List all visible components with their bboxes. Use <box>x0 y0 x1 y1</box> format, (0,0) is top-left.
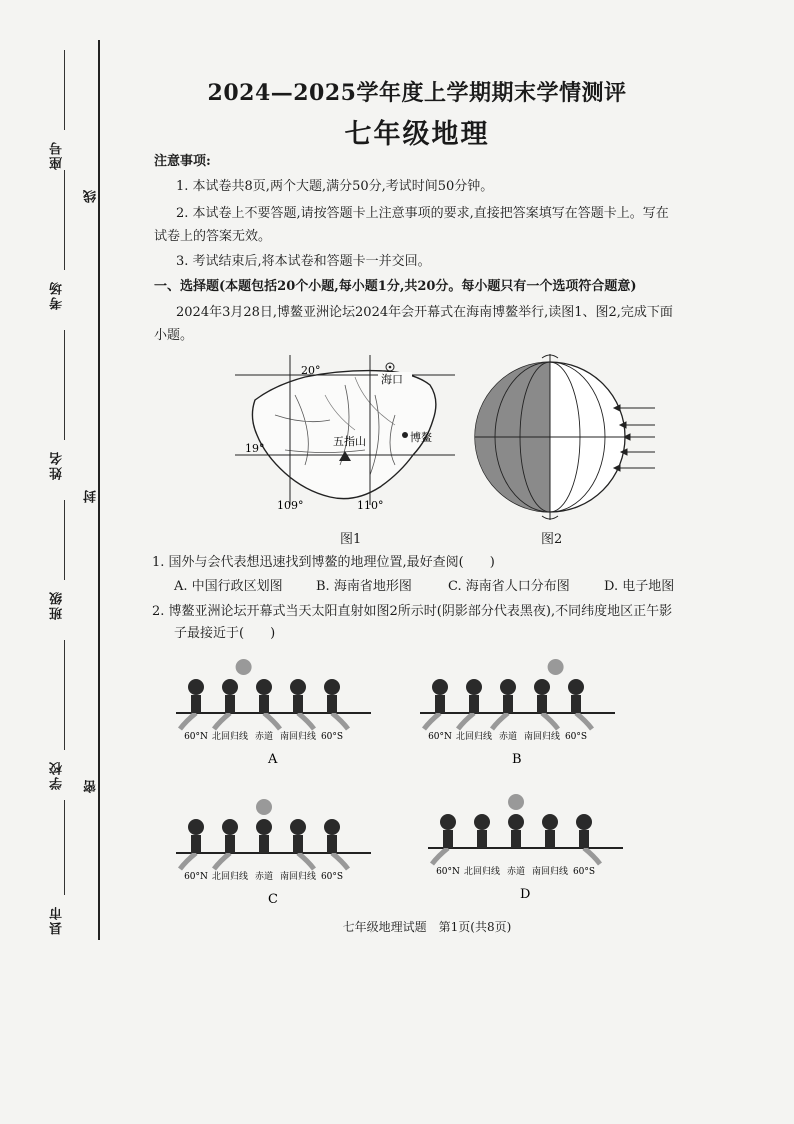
person-body <box>579 830 589 848</box>
person-head <box>324 819 340 835</box>
person-head <box>500 679 516 695</box>
notice-item-1: 1. 本试卷共8页,两个大题,满分50分,考试时间50分钟。 <box>176 179 494 194</box>
latitude-label: 南回归线 <box>279 732 317 742</box>
person-head <box>534 679 550 695</box>
q2-stem-line1: 2. 博鳌亚洲论坛开幕式当天太阳直射如图2所示时(阴影部分代表黑夜),不同纬度地区正午影 <box>152 604 673 619</box>
latitude-label: 60°S <box>320 872 344 882</box>
sun-icon <box>548 659 564 675</box>
person-head <box>440 814 456 830</box>
night-hemisphere <box>475 360 550 520</box>
field-school: 学校 <box>50 760 65 790</box>
shadow-option-d[interactable] <box>428 790 628 909</box>
person-body <box>477 830 487 848</box>
notice-item-2-cont: 试卷上的答案无效。 <box>154 229 272 244</box>
latitude-label: 北回归线 <box>211 732 249 742</box>
shadow-mark <box>432 848 448 864</box>
page-footer: 七年级地理试题 第1页(共8页) <box>342 920 512 934</box>
latitude-label: 60°S <box>572 867 596 877</box>
person-head <box>222 679 238 695</box>
person-body <box>225 835 235 853</box>
q1-option-c: C. 海南省人口分布图 <box>448 579 570 594</box>
person-body <box>259 695 269 713</box>
shadow-mark <box>264 713 280 729</box>
notice-item-3: 3. 考试结束后,将本试卷和答题卡一并交回。 <box>176 254 431 269</box>
person-body <box>191 835 201 853</box>
shadow-mark <box>424 713 440 729</box>
haikou-dot <box>389 366 392 369</box>
shadow-option-a[interactable] <box>176 655 376 774</box>
shadow-mark <box>214 853 230 869</box>
shadow-figure-a <box>176 655 376 770</box>
seal-word-xian: 线 <box>84 190 99 203</box>
latitude-label: 赤道 <box>254 732 274 742</box>
latitude-label: 南回归线 <box>279 872 317 882</box>
person-head <box>222 819 238 835</box>
notice-item-2: 2. 本试卷上不要答题,请按答题卡上注意事项的要求,直接把答案填写在答题卡上。写在 <box>176 206 669 221</box>
q1-option-a: A. 中国行政区划图 <box>174 579 283 594</box>
q1-option-b: B. 海南省地形图 <box>316 579 412 594</box>
person-head <box>508 814 524 830</box>
option-letter: B <box>512 752 522 767</box>
seal-word-mi: 密 <box>84 780 99 793</box>
option-letter: A <box>268 752 278 767</box>
latitude-label: 60°N <box>184 732 208 742</box>
section-heading: 一、选择题(本题包括20个小题,每小题1分,共20分。每小题只有一个选项符合题意) <box>154 279 637 294</box>
person-body <box>469 695 479 713</box>
latitude-label: 赤道 <box>254 872 274 882</box>
field-exam-room: 考场 <box>50 280 65 310</box>
shadow-mark <box>492 713 508 729</box>
person-body <box>293 835 303 853</box>
person-head <box>466 679 482 695</box>
field-name: 姓名 <box>50 450 65 480</box>
person-head <box>256 819 272 835</box>
figure2-caption: 图2 <box>541 532 563 547</box>
shadow-figure-c <box>176 795 376 910</box>
latitude-label: 南回归线 <box>531 867 569 877</box>
latitude-label: 60°N <box>436 867 460 877</box>
shadow-option-c[interactable] <box>176 795 376 914</box>
name-rule <box>64 330 65 440</box>
latitude-label: 北回归线 <box>463 867 501 877</box>
q1-stem: 1. 国外与会代表想迅速找到博鳌的地理位置,最好查阅( ) <box>152 555 495 570</box>
shadow-mark <box>332 853 348 869</box>
person-body <box>327 835 337 853</box>
figure2-globe <box>470 350 660 525</box>
latitude-label: 60°N <box>428 732 452 742</box>
intro-line-2: 小题。 <box>154 328 194 343</box>
person-body <box>503 695 513 713</box>
q1-option-d: D. 电子地图 <box>604 579 675 594</box>
shadow-mark <box>584 848 600 864</box>
person-head <box>474 814 490 830</box>
latitude-label: 北回归线 <box>455 732 493 742</box>
shadow-figure-d <box>428 790 628 905</box>
person-head <box>324 679 340 695</box>
shadow-figure-b <box>420 655 620 770</box>
shadow-mark <box>180 853 196 869</box>
field-county: 县市 <box>50 905 65 935</box>
person-head <box>568 679 584 695</box>
latitude-label: 60°S <box>564 732 588 742</box>
shadow-mark <box>180 713 196 729</box>
person-body <box>511 830 521 848</box>
person-body <box>443 830 453 848</box>
person-body <box>293 695 303 713</box>
shadow-mark <box>458 713 474 729</box>
latitude-label: 60°N <box>184 872 208 882</box>
shadow-mark <box>298 713 314 729</box>
shadow-mark <box>576 713 592 729</box>
option-letter: C <box>268 892 278 907</box>
person-body <box>225 695 235 713</box>
figure1-caption: 图1 <box>340 532 362 547</box>
person-head <box>576 814 592 830</box>
latitude-label: 赤道 <box>498 732 518 742</box>
person-body <box>191 695 201 713</box>
seal-word-feng: 封 <box>84 490 99 503</box>
person-head <box>290 679 306 695</box>
intro-line-1: 2024年3月28日,博鳌亚洲论坛2024年会开幕式在海南博鳌举行,读图1、图2,完成下面 <box>176 305 673 320</box>
haikou-label: 海口 <box>381 373 403 386</box>
shadow-option-b[interactable] <box>420 655 620 774</box>
class-rule <box>64 500 65 580</box>
lat-19-label: 19° <box>245 442 265 455</box>
q2-stem-line2: 子最接近于( ) <box>174 626 276 641</box>
county-rule <box>64 800 65 895</box>
room-rule <box>64 170 65 270</box>
lon-110-label: 110° <box>357 499 384 512</box>
boao-label: 博鳌 <box>410 431 432 444</box>
notice-heading: 注意事项: <box>154 154 211 169</box>
person-body <box>537 695 547 713</box>
exam-subject: 七年级地理 <box>344 119 490 150</box>
figure1-hainan-map <box>235 355 455 515</box>
latitude-label: 60°S <box>320 732 344 742</box>
person-head <box>188 679 204 695</box>
person-body <box>435 695 445 713</box>
boao-marker <box>402 432 408 438</box>
school-rule <box>64 640 65 750</box>
latitude-label: 南回归线 <box>523 732 561 742</box>
shadow-mark <box>332 713 348 729</box>
lat-20-label: 20° <box>301 364 321 377</box>
latitude-label: 北回归线 <box>211 872 249 882</box>
sun-icon <box>236 659 252 675</box>
person-body <box>545 830 555 848</box>
latitude-label: 赤道 <box>506 867 526 877</box>
sun-icon <box>256 799 272 815</box>
person-head <box>432 679 448 695</box>
wuzhishan-label: 五指山 <box>333 435 366 448</box>
field-class: 班级 <box>50 590 65 620</box>
sun-icon <box>508 794 524 810</box>
shadow-mark <box>542 713 558 729</box>
person-body <box>571 695 581 713</box>
person-head <box>542 814 558 830</box>
person-body <box>259 835 269 853</box>
field-seat: 座号 <box>50 140 65 170</box>
person-head <box>290 819 306 835</box>
shadow-mark <box>214 713 230 729</box>
person-head <box>256 679 272 695</box>
option-letter: D <box>520 887 531 902</box>
person-body <box>327 695 337 713</box>
exam-title: 2024—2025学年度上学期期末学情测评 <box>207 80 627 106</box>
person-head <box>188 819 204 835</box>
lon-109-label: 109° <box>277 499 304 512</box>
shadow-mark <box>298 853 314 869</box>
